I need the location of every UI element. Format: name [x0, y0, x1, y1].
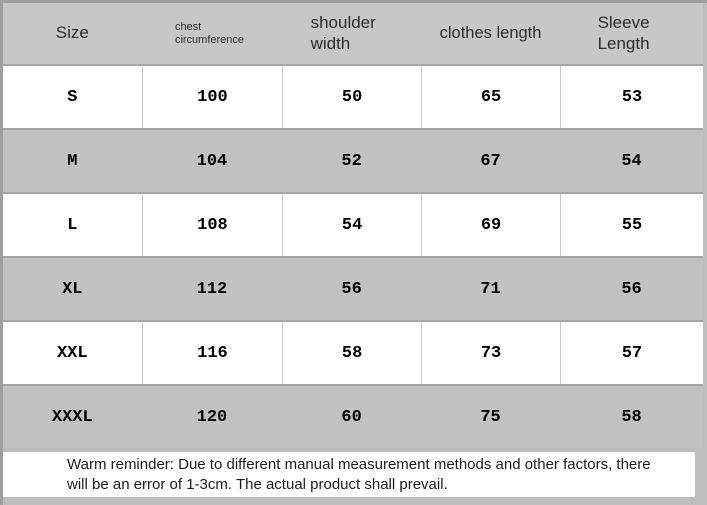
sleeve-cell: 53 — [560, 66, 703, 128]
column-header-sleeve-length — [560, 3, 703, 64]
shoulder-cell: 50 — [282, 66, 421, 128]
table-row-l — [3, 192, 703, 256]
column-header-clothes-label: clothes length — [439, 23, 542, 42]
size-cell: XXL — [56, 343, 88, 363]
chest-cell: 112 — [196, 279, 228, 299]
chest-cell: 100 — [142, 66, 283, 128]
column-header-clothes-length — [421, 3, 560, 64]
sleeve-cell: 55 — [560, 194, 703, 256]
size-cell: S — [67, 87, 78, 107]
table-header-row — [3, 3, 703, 64]
size-cell: XL — [62, 279, 83, 299]
size-cell: L — [67, 215, 78, 235]
warm-reminder-box — [3, 452, 695, 497]
table-row-m — [3, 128, 703, 192]
size-table — [3, 3, 703, 448]
chest-cell: 104 — [196, 151, 228, 171]
table-row-s — [3, 64, 703, 128]
table-row-xxxl — [3, 384, 703, 448]
shoulder-cell: 52 — [341, 151, 362, 171]
column-header-size-label: Size — [55, 23, 89, 43]
length-cell: 71 — [480, 279, 501, 299]
chest-cell: 116 — [142, 322, 283, 384]
length-cell: 65 — [421, 66, 560, 128]
column-header-chest-circumference — [142, 3, 283, 64]
column-header-shoulder-width — [282, 3, 421, 64]
sleeve-cell: 57 — [560, 322, 703, 384]
shoulder-cell: 56 — [341, 279, 362, 299]
table-row-xl — [3, 256, 703, 320]
sleeve-cell: 56 — [621, 279, 642, 299]
chest-cell: 108 — [142, 194, 283, 256]
table-row-xxl — [3, 320, 703, 384]
column-header-size — [3, 3, 142, 64]
column-header-shoulder-label: shoulder width — [310, 13, 376, 53]
chest-cell: 120 — [196, 407, 228, 427]
size-cell: XXXL — [51, 407, 93, 427]
shoulder-cell: 54 — [282, 194, 421, 256]
sleeve-cell: 58 — [621, 407, 642, 427]
warm-reminder-text: Warm reminder: Due to different manual measurement methods and other factors, there will be an error of 1-3cm. The actual product shall prevail. — [67, 456, 651, 493]
length-cell: 67 — [480, 151, 501, 171]
length-cell: 73 — [421, 322, 560, 384]
shoulder-cell: 58 — [282, 322, 421, 384]
column-header-chest-label: chest circumference — [174, 20, 245, 46]
length-cell: 69 — [421, 194, 560, 256]
length-cell: 75 — [480, 407, 501, 427]
sleeve-cell: 54 — [621, 151, 642, 171]
size-cell: M — [67, 151, 78, 171]
column-header-sleeve-label: Sleeve Length — [597, 13, 650, 53]
shoulder-cell: 60 — [341, 407, 362, 427]
